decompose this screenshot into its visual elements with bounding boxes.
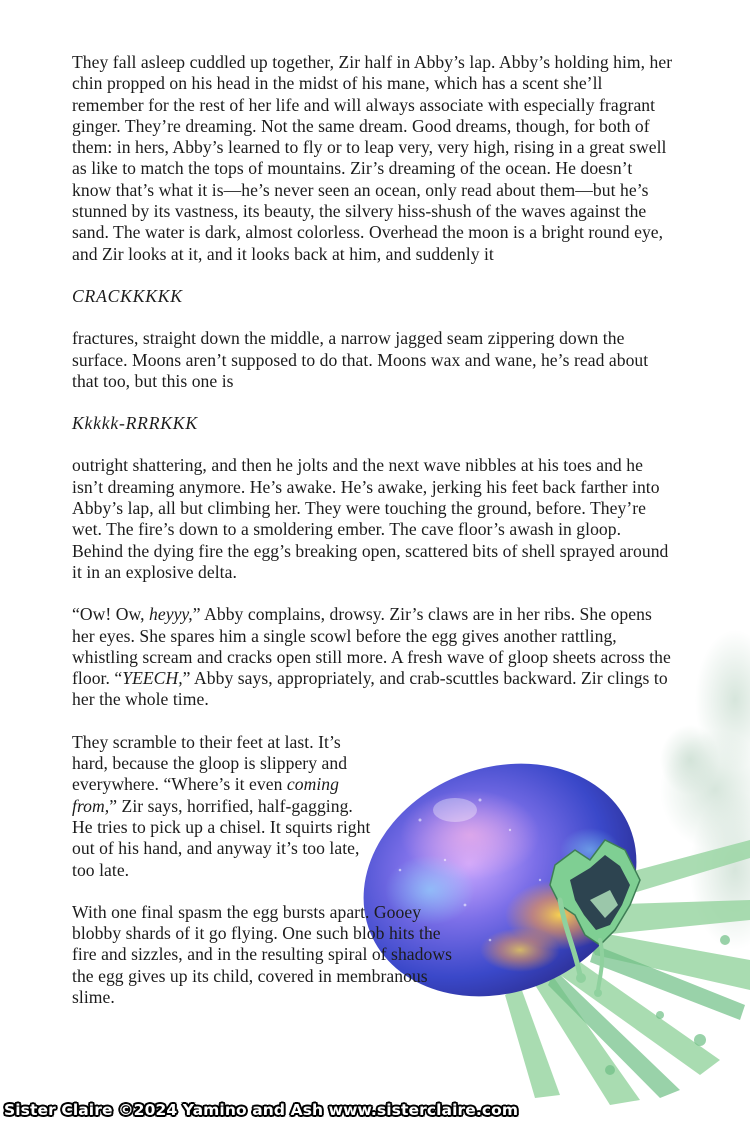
p4-emphasis-heyyy: heyyy, <box>149 604 193 625</box>
p4-text-1: “Ow! Ow, <box>72 604 149 625</box>
p4-emphasis-yeech: YEECH, <box>122 668 183 689</box>
paragraph-awake: outright shattering, and then he jolts and the next wave nibbles at his toes and he isn’t dreaming anymore. He’s awake. He’s awake, jerking his feet back farther into Abby’s lap, all but climbing her. They were touching the ground, before. They’re wet. The fire’s down to a smoldering ember. The cave floor’s awash in gloop. Behind the dying fire the egg’s breaking open, scattered bits of shell sprayed around it in an explosive delta. <box>72 455 669 582</box>
paragraph-sleep: They fall asleep cuddled up together, Zir half in Abby’s lap. Abby’s holding him, her chin propped on his head in the midst of his mane, which has a scent she’ll remember for the rest of her life and will always associate with especially fragrant ginger. They’re dreaming. Not the same dream. Good dreams, though, for both of them: in hers, Abby’s learned to fly or to leap very, very high, rising in a great swell as like to match the tops of mountains. Zir’s dreaming of the ocean. He doesn’t know that’s what it is—he’s never seen an ocean, only read about them—but he’s stunned by its vastness, its beauty, the silvery hiss-shush of the waves against the sand. The water is dark, almost colorless. Overhead the moon is a bright round eye, and Zir looks at it, and it looks back at him, and suddenly it <box>72 52 673 264</box>
sound-effect-shatter: Kkkkk-RRRKKK <box>72 413 198 434</box>
paragraph-scramble <box>72 732 372 881</box>
p5-text-1: They scramble to their feet at last. It’s hard, because the gloop is slippery and everywhere. “Where’s it even <box>72 731 348 795</box>
p4-text-2: ” Abby complains, drowsy. Zir’s claws are in her ribs. She opens her eyes. She spares him a single scowl before the egg gives another rattling, whistling scream and cracks open still more. A fresh wave of gloop sheets across the floor. “ <box>72 604 671 689</box>
paragraph-egg-bursts: With one final spasm the egg bursts apart. Gooey blobby shards of it go flying. One such blob hits the fire and sizzles, and in the resulting spiral of shadows the egg gives up its child, covered in membranous slime. <box>72 901 452 1007</box>
p5-emphasis-coming-from: coming from, <box>72 774 339 816</box>
paragraph-fractures: fractures, straight down the middle, a narrow jagged seam zippering down the surface. Moons aren’t supposed to do that. Moons wax and wane, he’s read about that too, but this one is <box>72 328 649 391</box>
story-text <box>72 52 676 1029</box>
paragraph-abby-complains <box>72 604 676 710</box>
p5-text-2: ” Zir says, horrified, half-gagging. He tries to pick up a chisel. It squirts right out of his hand, and anyway it’s too late, too late. <box>72 795 371 880</box>
p4-text-3: ” Abby says, appropriately, and crab-scuttles backward. Zir clings to her the whole time. <box>72 668 668 710</box>
sound-effect-crack: CRACKKKKK <box>72 285 183 306</box>
credit-line: Sister Claire ©2024 Yamino and Ash www.sisterclaire.com <box>4 1101 519 1119</box>
